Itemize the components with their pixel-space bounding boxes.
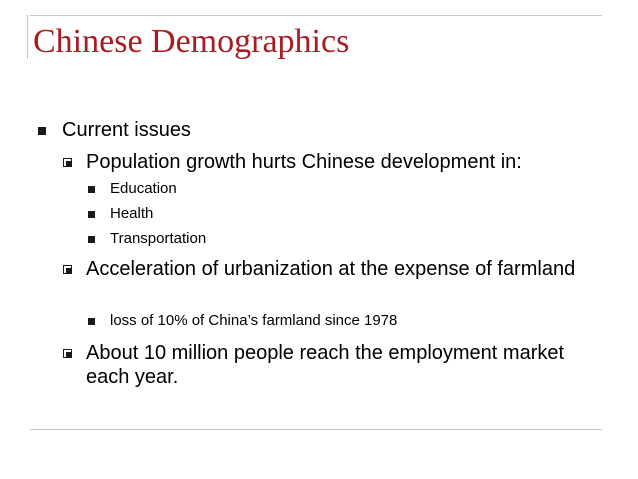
filled-square-bullet-icon <box>38 127 46 135</box>
subpoint-farmland-loss: loss of 10% of China’s farmland since 1978 <box>110 312 398 329</box>
bullet-point-urbanization: Acceleration of urbanization at the expense of farmland <box>86 258 576 280</box>
subpoint-transportation: Transportation <box>110 230 207 247</box>
filled-square-bullet-icon <box>88 236 95 243</box>
subpoint-education: Education <box>110 180 177 197</box>
subpoint-health: Health <box>110 205 154 222</box>
bullet-point-employment: About 10 million people reach the employment market each year. <box>86 342 565 388</box>
filled-square-bullet-icon <box>88 211 95 218</box>
bottom-rule <box>30 429 602 430</box>
shadowed-square-bullet-icon <box>63 158 72 167</box>
shadowed-square-bullet-icon <box>63 349 72 358</box>
title-side-rule <box>27 15 28 59</box>
level1-item: Current issues <box>62 119 191 141</box>
slide-title: Chinese Demographics <box>33 23 350 60</box>
top-rule <box>30 15 602 16</box>
shadowed-square-bullet-icon <box>63 265 72 274</box>
filled-square-bullet-icon <box>88 186 95 193</box>
filled-square-bullet-icon <box>88 318 95 325</box>
bullet-point-population: Population growth hurts Chinese development in: <box>86 151 522 173</box>
